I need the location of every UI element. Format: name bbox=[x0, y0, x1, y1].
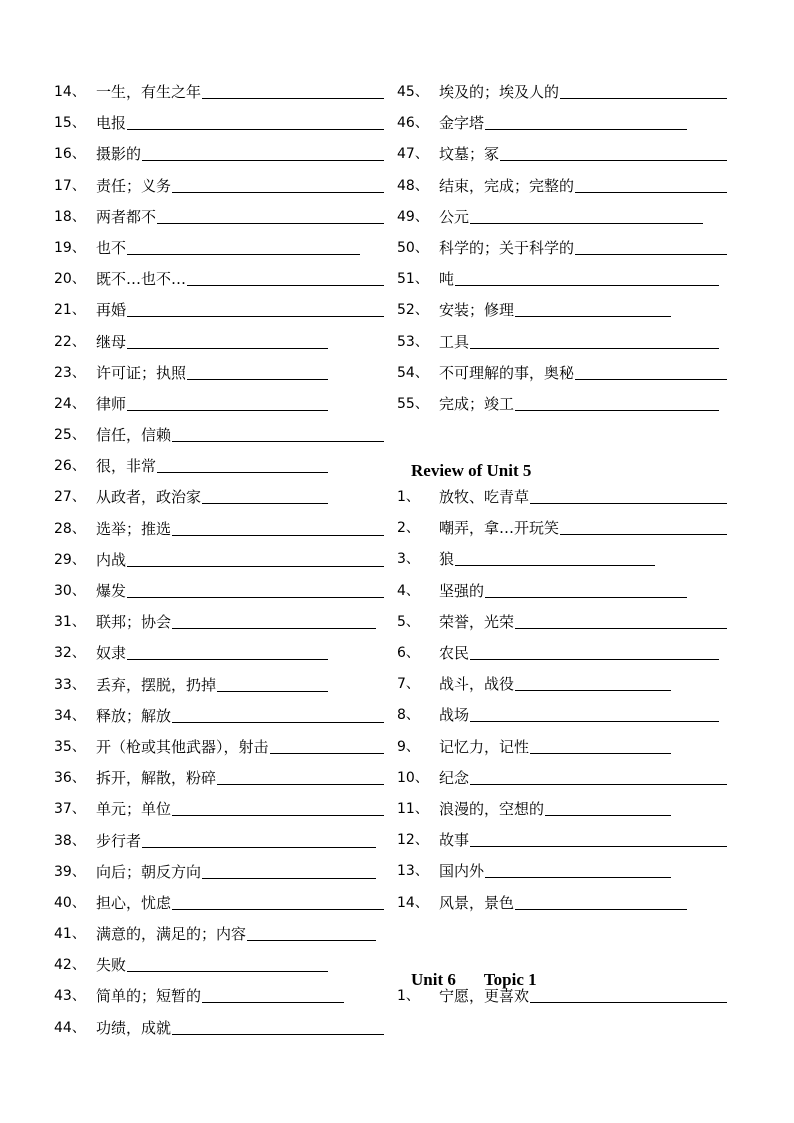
item-label: 金字塔 bbox=[439, 114, 485, 133]
item-label: 战斗，战役 bbox=[439, 675, 515, 694]
item-label: 爆发 bbox=[96, 582, 127, 600]
item-number: 50、 bbox=[397, 239, 429, 256]
item-label: 宁愿，更喜欢 bbox=[439, 986, 530, 1005]
list-item bbox=[397, 857, 727, 888]
item-number: 32、 bbox=[54, 645, 86, 662]
item-label: 从政者，政治家 bbox=[96, 488, 202, 507]
answer-blank-line[interactable] bbox=[575, 172, 727, 193]
list-item bbox=[397, 328, 727, 359]
answer-blank-line[interactable] bbox=[530, 982, 727, 1003]
list-item bbox=[54, 827, 384, 858]
list-item bbox=[54, 421, 384, 452]
item-number: 22、 bbox=[54, 333, 86, 350]
item-label: 安装；修理 bbox=[439, 301, 515, 320]
item-number: 12、 bbox=[397, 832, 429, 849]
item-label: 纪念 bbox=[439, 768, 470, 787]
item-label: 记忆力，记性 bbox=[439, 737, 530, 756]
item-label: 农民 bbox=[439, 644, 470, 662]
answer-blank-line[interactable] bbox=[455, 545, 655, 566]
item-label: 丢弃，摆脱，扔掉 bbox=[96, 675, 217, 694]
answer-blank-line[interactable] bbox=[515, 390, 719, 411]
answer-blank-line[interactable] bbox=[202, 982, 344, 1003]
answer-blank-line[interactable] bbox=[172, 702, 384, 723]
list-item bbox=[397, 483, 727, 514]
answer-blank-line[interactable] bbox=[560, 78, 727, 99]
item-label: 科学的；关于科学的 bbox=[439, 238, 575, 257]
list-item bbox=[54, 951, 384, 982]
item-number: 1、 bbox=[397, 489, 420, 506]
item-number: 4、 bbox=[397, 582, 420, 599]
list-item bbox=[397, 701, 727, 732]
answer-blank-line[interactable] bbox=[172, 421, 384, 442]
answer-blank-line[interactable] bbox=[455, 265, 719, 286]
list-item bbox=[54, 515, 384, 546]
item-number: 21、 bbox=[54, 302, 86, 319]
answer-blank-line[interactable] bbox=[187, 265, 384, 286]
item-number: 49、 bbox=[397, 208, 429, 225]
list-item bbox=[397, 172, 727, 203]
list-item bbox=[54, 203, 384, 234]
item-label: 结束，完成；完整的 bbox=[439, 176, 575, 195]
item-label: 律师 bbox=[96, 394, 127, 413]
item-label: 坟墓；冢 bbox=[439, 145, 500, 164]
item-label: 向后；朝反方向 bbox=[96, 862, 202, 881]
item-number: 11、 bbox=[397, 800, 429, 817]
list-item bbox=[54, 702, 384, 733]
list-item bbox=[54, 265, 384, 296]
answer-blank-line[interactable] bbox=[127, 296, 384, 317]
answer-blank-line[interactable] bbox=[485, 109, 687, 130]
answer-blank-line[interactable] bbox=[515, 296, 671, 317]
item-number: 34、 bbox=[54, 707, 86, 724]
item-label: 奴隶 bbox=[96, 644, 127, 663]
list-item bbox=[54, 109, 384, 140]
answer-blank-line[interactable] bbox=[270, 733, 384, 754]
item-number: 26、 bbox=[54, 458, 86, 475]
item-number: 14、 bbox=[54, 84, 86, 100]
item-number: 54、 bbox=[397, 364, 429, 381]
item-label: 电报 bbox=[96, 114, 127, 133]
item-label: 故事 bbox=[439, 831, 470, 850]
item-label: 战场 bbox=[439, 706, 470, 725]
item-number: 36、 bbox=[54, 770, 86, 787]
answer-blank-line[interactable] bbox=[127, 546, 384, 567]
answer-blank-line[interactable] bbox=[575, 234, 727, 255]
list-item bbox=[54, 546, 384, 577]
answer-blank-line[interactable] bbox=[530, 483, 727, 504]
left-column bbox=[54, 78, 384, 1045]
item-number: 10、 bbox=[397, 769, 429, 786]
list-item bbox=[397, 733, 727, 764]
item-label: 信任，信赖 bbox=[96, 426, 172, 445]
item-number: 6、 bbox=[397, 645, 420, 661]
list-item bbox=[54, 1014, 384, 1045]
item-number: 29、 bbox=[54, 551, 86, 568]
answer-blank-line[interactable] bbox=[202, 858, 376, 879]
list-item bbox=[54, 577, 384, 608]
item-label: 失败 bbox=[96, 956, 127, 975]
item-label: 再婚 bbox=[96, 301, 127, 320]
heading-text: Review of Unit 5 bbox=[411, 461, 532, 480]
answer-blank-line[interactable] bbox=[515, 608, 727, 629]
item-number: 5、 bbox=[397, 613, 420, 630]
list-item bbox=[54, 483, 384, 514]
list-item bbox=[54, 764, 384, 795]
answer-blank-line[interactable] bbox=[247, 920, 376, 941]
item-number: 7、 bbox=[397, 676, 420, 693]
list-item bbox=[397, 390, 727, 421]
item-number: 35、 bbox=[54, 738, 86, 755]
item-number: 23、 bbox=[54, 364, 86, 381]
item-number: 16、 bbox=[54, 146, 86, 163]
item-number: 40、 bbox=[54, 894, 86, 911]
item-number: 2、 bbox=[397, 520, 420, 537]
item-label: 完成；竣工 bbox=[439, 394, 515, 413]
list-item bbox=[54, 920, 384, 951]
list-item bbox=[54, 78, 384, 109]
item-label: 继母 bbox=[96, 332, 127, 351]
answer-blank-line[interactable] bbox=[470, 639, 719, 660]
answer-blank-line[interactable] bbox=[142, 827, 376, 848]
list-item bbox=[54, 795, 384, 826]
item-label: 坚强的 bbox=[439, 581, 485, 600]
answer-blank-line[interactable] bbox=[217, 764, 384, 785]
item-number: 38、 bbox=[54, 832, 86, 849]
item-label: 简单的；短暂的 bbox=[96, 987, 202, 1006]
item-label: 许可证；执照 bbox=[96, 363, 187, 382]
item-label: 很，非常 bbox=[96, 457, 157, 476]
answer-blank-line[interactable] bbox=[127, 109, 384, 130]
list-item bbox=[54, 608, 384, 639]
item-label: 满意的，满足的；内容 bbox=[96, 925, 247, 944]
item-number: 13、 bbox=[397, 863, 429, 880]
answer-blank-line[interactable] bbox=[127, 234, 360, 255]
item-label: 嘲弄，拿…开玩笑 bbox=[439, 519, 560, 538]
item-number: 42、 bbox=[54, 957, 86, 974]
answer-blank-line[interactable] bbox=[172, 795, 384, 816]
answer-blank-line[interactable] bbox=[485, 577, 687, 598]
list-item bbox=[54, 982, 384, 1013]
list-item bbox=[397, 78, 727, 109]
list-item bbox=[54, 296, 384, 327]
item-label: 一生，有生之年 bbox=[96, 83, 202, 101]
answer-blank-line[interactable] bbox=[172, 889, 384, 910]
answer-blank-line[interactable] bbox=[470, 764, 727, 785]
list-item bbox=[397, 265, 727, 296]
item-number: 24、 bbox=[54, 395, 86, 412]
item-label: 浪漫的，空想的 bbox=[439, 799, 545, 818]
list-item bbox=[397, 764, 727, 795]
list-item bbox=[397, 514, 727, 545]
item-label: 埃及的；埃及人的 bbox=[439, 83, 560, 101]
list-item bbox=[397, 203, 727, 234]
answer-blank-line[interactable] bbox=[575, 359, 727, 380]
item-label: 选举；推选 bbox=[96, 519, 172, 538]
answer-blank-line[interactable] bbox=[217, 671, 328, 692]
item-label: 责任；义务 bbox=[96, 176, 172, 195]
answer-blank-line[interactable] bbox=[202, 483, 328, 504]
item-number: 27、 bbox=[54, 489, 86, 506]
item-label: 吨 bbox=[439, 270, 455, 289]
item-label: 联邦；协会 bbox=[96, 613, 172, 632]
item-label: 开（枪或其他武器），射击 bbox=[96, 737, 269, 756]
item-number: 17、 bbox=[54, 177, 86, 194]
item-number: 37、 bbox=[54, 801, 86, 818]
item-label: 工具 bbox=[439, 332, 470, 351]
item-label: 担心，忧虑 bbox=[96, 893, 172, 912]
section-heading-review-unit-5 bbox=[411, 461, 531, 481]
heading-unit: Unit 6 bbox=[411, 970, 456, 989]
answer-blank-line[interactable] bbox=[157, 452, 328, 473]
item-label: 风景，景色 bbox=[439, 893, 515, 912]
answer-blank-line[interactable] bbox=[172, 172, 384, 193]
list-item bbox=[54, 390, 384, 421]
list-item bbox=[54, 858, 384, 889]
list-item bbox=[54, 234, 384, 265]
item-number: 43、 bbox=[54, 988, 86, 1005]
answer-blank-line[interactable] bbox=[127, 577, 384, 598]
list-item bbox=[397, 545, 727, 576]
answer-blank-line[interactable] bbox=[202, 78, 384, 99]
answer-blank-line[interactable] bbox=[127, 390, 328, 411]
item-number: 30、 bbox=[54, 583, 86, 599]
item-label: 内战 bbox=[96, 550, 127, 569]
item-label: 国内外 bbox=[439, 862, 485, 881]
answer-blank-line[interactable] bbox=[157, 203, 384, 224]
item-number: 9、 bbox=[397, 738, 420, 755]
item-number: 53、 bbox=[397, 333, 429, 350]
item-label: 功绩，成就 bbox=[96, 1018, 172, 1037]
item-number: 8、 bbox=[397, 707, 420, 724]
list-item bbox=[54, 733, 384, 764]
list-item bbox=[397, 608, 727, 639]
item-number: 41、 bbox=[54, 926, 86, 943]
item-number: 45、 bbox=[397, 84, 429, 100]
item-number: 19、 bbox=[54, 239, 86, 256]
item-number: 33、 bbox=[54, 676, 86, 693]
item-number: 39、 bbox=[54, 863, 86, 880]
item-label: 公元 bbox=[439, 207, 470, 226]
answer-blank-line[interactable] bbox=[127, 639, 328, 660]
list-item bbox=[54, 889, 384, 920]
item-label: 拆开，解散，粉碎 bbox=[96, 769, 217, 788]
right-column bbox=[397, 78, 727, 1013]
list-item bbox=[397, 826, 727, 857]
answer-blank-line[interactable] bbox=[187, 359, 328, 380]
answer-blank-line[interactable] bbox=[545, 795, 671, 816]
item-number: 46、 bbox=[397, 115, 429, 132]
item-label: 不可理解的事，奥秘 bbox=[439, 363, 575, 382]
answer-blank-line[interactable] bbox=[172, 515, 384, 536]
item-number: 28、 bbox=[54, 520, 86, 537]
item-number: 44、 bbox=[54, 1019, 86, 1036]
list-item bbox=[54, 140, 384, 171]
item-label: 两者都不 bbox=[96, 207, 157, 226]
list-item bbox=[397, 670, 727, 701]
list-item bbox=[397, 577, 727, 608]
list-item bbox=[54, 328, 384, 359]
item-number: 48、 bbox=[397, 177, 429, 194]
answer-blank-line[interactable] bbox=[127, 951, 328, 972]
item-number: 47、 bbox=[397, 146, 429, 163]
answer-blank-line[interactable] bbox=[530, 733, 671, 754]
item-number: 25、 bbox=[54, 427, 86, 444]
answer-blank-line[interactable] bbox=[515, 889, 687, 910]
item-number: 55、 bbox=[397, 395, 429, 412]
item-number: 51、 bbox=[397, 271, 429, 288]
list-item bbox=[397, 296, 727, 327]
item-number: 52、 bbox=[397, 302, 429, 319]
answer-blank-line[interactable] bbox=[172, 1014, 384, 1035]
answer-blank-line[interactable] bbox=[127, 328, 328, 349]
item-number: 31、 bbox=[54, 614, 86, 631]
list-item bbox=[54, 639, 384, 670]
answer-blank-line[interactable] bbox=[470, 203, 703, 224]
section-heading-unit-6-topic-1 bbox=[411, 970, 537, 990]
answer-blank-line[interactable] bbox=[500, 140, 727, 161]
list-item bbox=[397, 234, 727, 265]
item-label: 摄影的 bbox=[96, 145, 142, 164]
item-number: 3、 bbox=[397, 551, 420, 568]
list-item bbox=[397, 359, 727, 390]
list-item bbox=[54, 671, 384, 702]
answer-blank-line[interactable] bbox=[470, 328, 719, 349]
list-item bbox=[397, 795, 727, 826]
item-label: 狼 bbox=[439, 550, 455, 569]
item-label: 既不…也不… bbox=[96, 270, 187, 289]
list-item bbox=[54, 452, 384, 483]
item-number: 1、 bbox=[397, 987, 420, 1004]
item-label: 荣誉，光荣 bbox=[439, 612, 515, 631]
answer-blank-line[interactable] bbox=[485, 857, 671, 878]
list-item bbox=[54, 172, 384, 203]
answer-blank-line[interactable] bbox=[515, 670, 671, 691]
item-label: 步行者 bbox=[96, 831, 142, 850]
item-label: 放牧、吃青草 bbox=[439, 488, 530, 507]
item-number: 15、 bbox=[54, 115, 86, 132]
item-label: 单元；单位 bbox=[96, 800, 172, 819]
answer-blank-line[interactable] bbox=[172, 608, 376, 629]
answer-blank-line[interactable] bbox=[142, 140, 384, 161]
item-number: 20、 bbox=[54, 271, 86, 288]
heading-topic: Topic 1 bbox=[483, 970, 537, 989]
list-item bbox=[397, 140, 727, 171]
list-item bbox=[54, 359, 384, 390]
item-label: 释放；解放 bbox=[96, 706, 172, 725]
item-label: 也不 bbox=[96, 238, 127, 257]
item-number: 18、 bbox=[54, 208, 86, 225]
item-number: 14、 bbox=[397, 894, 429, 911]
list-item bbox=[397, 639, 727, 670]
list-item bbox=[397, 889, 727, 920]
answer-blank-line[interactable] bbox=[560, 514, 727, 535]
answer-blank-line[interactable] bbox=[470, 826, 727, 847]
answer-blank-line[interactable] bbox=[470, 701, 719, 722]
list-item bbox=[397, 109, 727, 140]
